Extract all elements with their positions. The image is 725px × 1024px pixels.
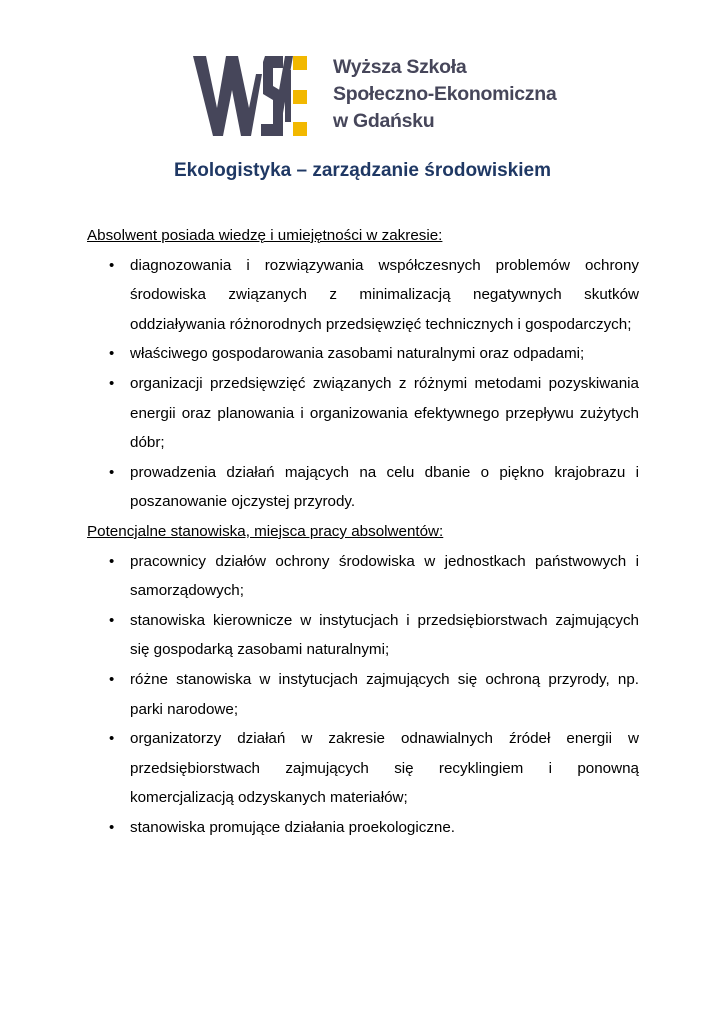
list-item: • organizacji przedsięwzięć związanych z różnymi metodami pozyskiwania energii oraz planowania i organizowania efektywnego przepływu zużytych dóbr; <box>87 369 639 458</box>
logo-wordmark <box>333 54 556 135</box>
list-item: • organizatorzy działań w zakresie odnawialnych źródeł energii w przedsiębiorstwach zajmujących się recyklingiem i ponowną komercjalizacją odzyskanych materiałów; <box>87 724 639 813</box>
list-item: • właściwego gospodarowania zasobami naturalnymi oraz odpadami; <box>87 339 639 369</box>
logo-line-3: w Gdańsku <box>333 110 435 132</box>
document-body <box>87 221 639 842</box>
logo-line-1: Wyższa Szkoła <box>333 56 467 78</box>
list-item: • pracownicy działów ochrony środowiska w jednostkach państwowych i samorządowych; <box>87 547 639 606</box>
list-item: • diagnozowania i rozwiązywania współczesnych problemów ochrony środowiska związanych z minimalizacją negatywnych skutków oddziaływania różnorodnych przedsięwzięć technicznych i gospodarczych; <box>87 251 639 340</box>
logo-e-spine <box>285 70 291 122</box>
list-item: • różne stanowiska w instytucjach zajmujących się ochroną przyrody, np. parki narodowe; <box>87 665 639 724</box>
list-item: • prowadzenia działań mających na celu dbanie o piękno krajobrazu i poszanowanie ojczystej przyrody. <box>87 458 639 517</box>
logo-line-2: Społeczno-Ekonomiczna <box>333 83 557 105</box>
logo-e-bar-middle <box>293 90 307 104</box>
section-career-options <box>87 517 639 843</box>
logo-e-bar-top <box>293 56 307 70</box>
document-title: Ekologistyka – zarządzanie środowiskiem <box>174 160 551 181</box>
bullet-list <box>87 251 639 517</box>
school-logo <box>193 56 557 140</box>
logo-e-bar-bottom <box>293 122 307 136</box>
section-heading: Potencjalne stanowiska, miejsca pracy absolwentów: <box>87 522 444 540</box>
section-graduate-skills <box>87 221 639 517</box>
list-item: • stanowiska promujące działania proekologiczne. <box>87 813 639 843</box>
section-heading: Absolwent posiada wiedzę i umiejętności w zakresie: <box>87 227 443 244</box>
bullet-list <box>87 547 639 843</box>
list-item: • stanowiska kierownicze w instytucjach i przedsiębiorstwach zajmujących się gospodarką zasobami naturalnymi; <box>87 606 639 665</box>
wsse-logo-mark <box>193 56 323 136</box>
logo-w-shape <box>193 56 262 136</box>
